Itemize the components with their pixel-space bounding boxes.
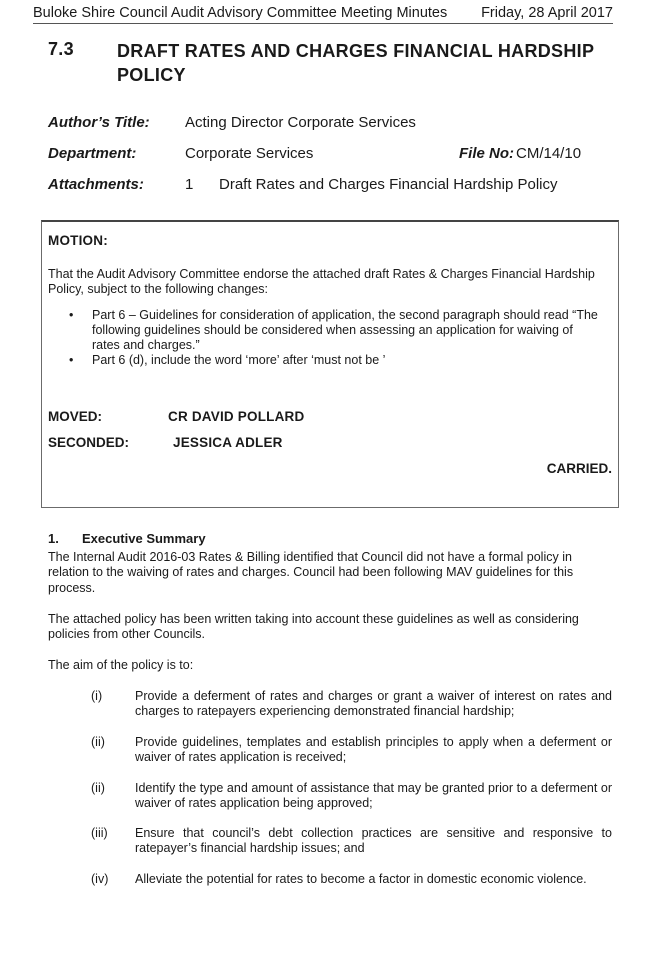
heading-text: Executive Summary [82,531,206,546]
aim-text: Provide a deferment of rates and charges or grant a waiver of interest on rates and charges to ratepayers experiencing demonstrated financial hardship; [135,689,612,719]
file-no-value: CM/14/10 [516,145,582,162]
aim-number: (iv) [91,872,109,886]
list-item [66,353,604,368]
section-number: 7.3 [48,39,74,59]
aim-text: Alleviate the potential for rates to become a factor in domestic economic violence. [135,872,587,886]
motion-text: That the Audit Advisory Committee endorse the attached draft Rates & Charges Financial Hardship Policy, subject to the following changes: [48,267,595,296]
summary-paragraph-2: The attached policy has been written taking into account these guidelines as well as considering policies from other Councils. [48,612,579,642]
motion-result: CARRIED. [546,461,612,476]
summary-paragraph-1: The Internal Audit 2016-03 Rates & Billing identified that Council did not have a formal policy in relation to the waiving of rates and charges. Council had been following MAV guidelines for this process. [48,550,574,595]
executive-summary-heading [48,531,206,546]
aim-number: (ii) [91,781,105,795]
aim-number: (i) [91,689,103,703]
motion-changes-list [66,308,604,368]
author-value: Acting Director Corporate Services [185,114,416,131]
aim-text: Identify the type and amount of assistance that may be granted prior to a deferment or waiver of rates application being approved; [135,781,612,811]
page-header [33,3,613,24]
seconded-value: JESSICA ADLER [173,435,283,450]
header-title: Buloke Shire Council Audit Advisory Committee Meeting Minutes [33,5,448,21]
change-text: Part 6 – Guidelines for consideration of application, the second paragraph should read “The following guidelines should be considered when assessing an application for waiving of rates and charges.” [92,308,598,352]
aim-text: Provide guidelines, templates and establish principles to apply when a deferment or waiver of rates application is received; [135,735,612,765]
list-item [66,308,604,353]
motion-box [41,220,619,508]
bullet: • [69,353,74,367]
heading-number: 1. [48,531,59,546]
attachments-label: Attachments: [48,176,144,193]
bullet: • [69,308,74,322]
author-label: Author’s Title: [48,114,150,131]
department-label: Department: [48,145,137,162]
department-value: Corporate Services [185,145,314,162]
section-title: DRAFT RATES AND CHARGES FINANCIAL HARDSHIP POLICY [117,41,594,85]
motion-label: MOTION: [48,233,108,248]
aim-number: (iii) [91,826,108,840]
moved-label: MOVED: [48,409,102,424]
attachment-number: 1 [185,176,194,193]
seconded-label: SECONDED: [48,435,130,450]
file-no-label: File No: [459,145,514,162]
moved-value: CR DAVID POLLARD [168,409,305,424]
attachment-title: Draft Rates and Charges Financial Hardship Policy [219,176,558,193]
aim-text: Ensure that council’s debt collection practices are sensitive and responsive to ratepayer’s financial hardship issues; and [135,826,612,856]
change-text: Part 6 (d), include the word ‘more’ after ‘must not be ’ [92,353,386,367]
header-date: Friday, 28 April 2017 [481,5,613,21]
aim-intro: The aim of the policy is to: [48,658,194,672]
aim-number: (ii) [91,735,105,749]
